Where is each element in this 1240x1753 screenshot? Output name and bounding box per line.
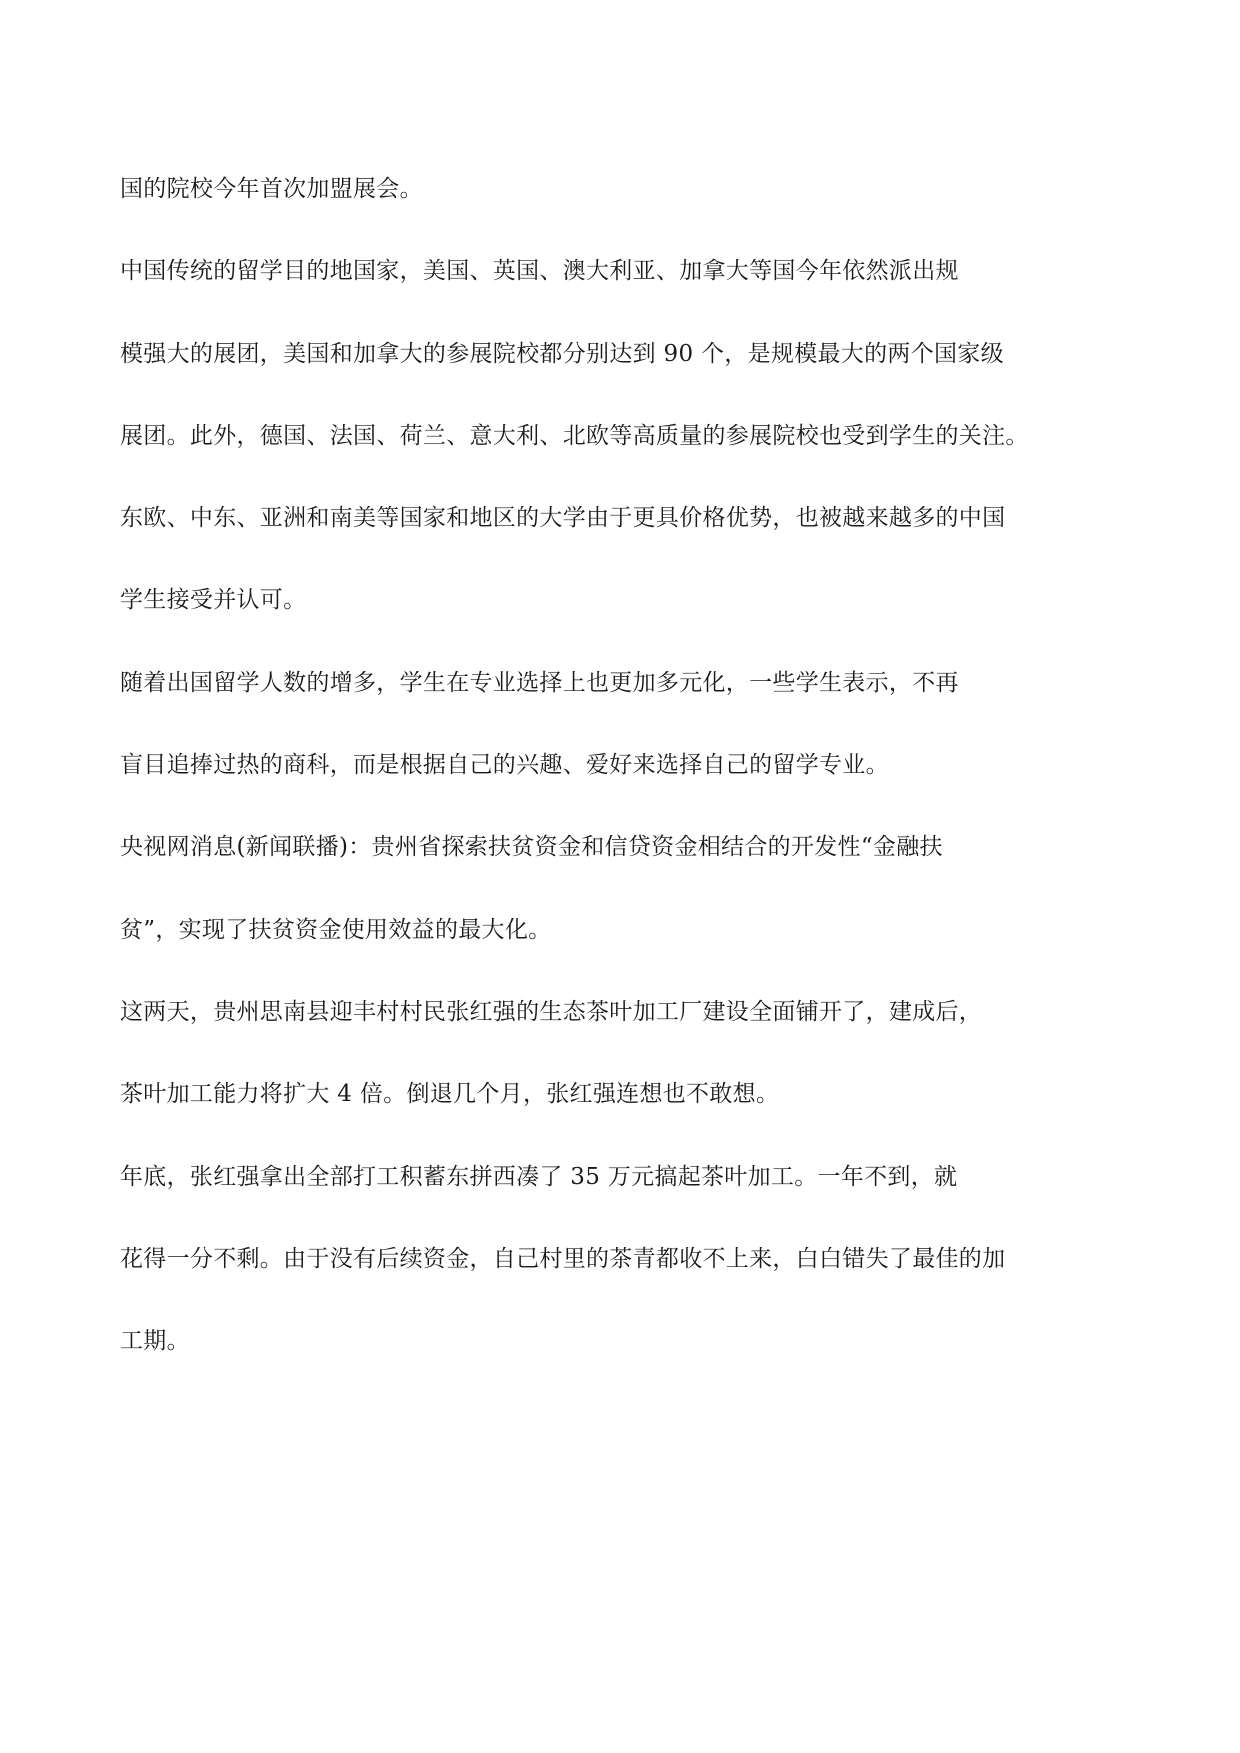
- text-line: 模强大的展团，美国和加拿大的参展院校都分别达到 90 个，是规模最大的两个国家级: [120, 340, 1004, 367]
- text-line: 东欧、中东、亚洲和南美等国家和地区的大学由于更具价格优势，也被越来越多的中国: [120, 505, 1006, 532]
- body-text: [120, 174, 1120, 1408]
- text-line: 工期。: [120, 1328, 190, 1355]
- text-line: 央视网消息(新闻联播)：贵州省探索扶贫资金和信贷资金相结合的开发性“金融扶: [120, 834, 943, 861]
- text-line: 年底，张红强拿出全部打工积蓄东拼西凑了 35 万元搞起茶叶加工。一年不到，就: [120, 1163, 958, 1190]
- text-line: 花得一分不剩。由于没有后续资金，自己村里的茶青都收不上来，白白错失了最佳的加: [120, 1245, 1006, 1272]
- text-line: 中国传统的留学目的地国家，美国、英国、澳大利亚、加拿大等国今年依然派出规: [120, 258, 959, 285]
- text-line: 随着出国留学人数的增多，学生在专业选择上也更加多元化，一些学生表示，不再: [120, 669, 959, 696]
- text-line: 茶叶加工能力将扩大 4 倍。倒退几个月，张红强连想也不敢想。: [120, 1081, 780, 1108]
- text-line: 贫”，实现了扶贫资金使用效益的最大化。: [120, 916, 552, 943]
- text-line: 盲目追捧过热的商科，而是根据自己的兴趣、爱好来选择自己的留学专业。: [120, 752, 889, 779]
- text-line: 展团。此外，德国、法国、荷兰、意大利、北欧等高质量的参展院校也受到学生的关注。: [120, 422, 1029, 449]
- text-line: 这两天，贵州思南县迎丰村村民张红强的生态茶叶加工厂建设全面铺开了，建成后，: [120, 998, 983, 1025]
- text-line: 国的院校今年首次加盟展会。: [120, 176, 423, 202]
- text-line: 学生接受并认可。: [120, 587, 307, 614]
